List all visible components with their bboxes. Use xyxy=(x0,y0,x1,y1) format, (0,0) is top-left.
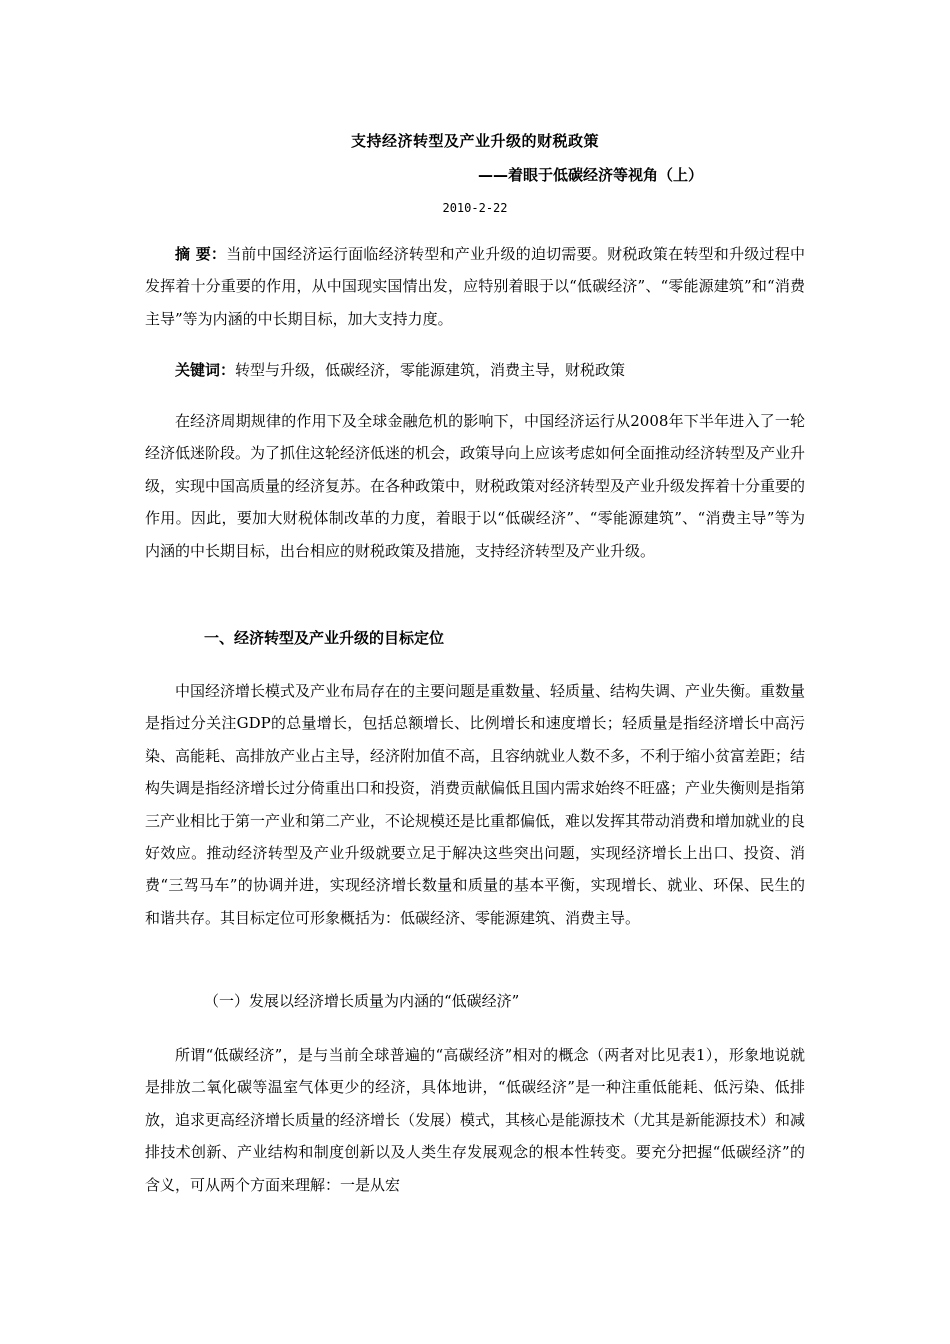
section-1-heading: 一、经济转型及产业升级的目标定位 xyxy=(204,629,445,647)
abstract-label: 摘 要： xyxy=(175,245,227,263)
abstract-paragraph xyxy=(145,238,805,335)
keywords-paragraph xyxy=(145,354,805,386)
document-subtitle: ——着眼于低碳经济等视角（上） xyxy=(478,166,704,184)
document-title: 支持经济转型及产业升级的财税政策 xyxy=(350,132,599,150)
subsection-1-paragraph: 所谓“低碳经济”，是与当前全球普遍的“高碳经济”相对的概念（两者对比见表1），形象地说就是排放二氧化碳等温室气体更少的经济，具体地讲，“低碳经济”是一种注重低能耗、低污染、低排放，追求更高经济增长质量的经济增长（发展）模式，其核心是能源技术（尤其是新能源技术）和减排技术创新、产业结构和制度创新以及人类生存发展观念的根本性转变。要充分把握“低碳经济”的含义，可从两个方面来理解：一是从宏 xyxy=(145,1046,806,1194)
section-1-paragraph: 中国经济增长模式及产业布局存在的主要问题是重数量、轻质量、结构失调、产业失衡。重数量是指过分关注GDP的总量增长，包括总额增长、比例增长和速度增长；轻质量是指经济增长中高污染、高能耗、高排放产业占主导，经济附加值不高，且容纳就业人数不多，不利于缩小贫富差距；结构失调是指经济增长过分倚重出口和投资，消费贡献偏低且国内需求始终不旺盛；产业失衡则是指第三产业相比于第一产业和第二产业，不论规模还是比重都偏低，难以发挥其带动消费和增加就业的良好效应。推动经济转型及产业升级就要立足于解决这些突出问题，实现经济增长上出口、投资、消费“三驾马车”的协调并进，实现经济增长数量和质量的基本平衡，实现增长、就业、环保、民生的和谐共存。其目标定位可形象概括为：低碳经济、零能源建筑、消费主导。 xyxy=(145,682,806,927)
keywords-text: 转型与升级，低碳经济，零能源建筑，消费主导，财税政策 xyxy=(235,361,626,379)
abstract-text: 当前中国经济运行面临经济转型和产业升级的迫切需要。财税政策在转型和升级过程中发挥着十分重要的作用，从中国现实国情出发，应特别着眼于以“低碳经济”、“零能源建筑”和“消费主导”等为内涵的中长期目标，加大支持力度。 xyxy=(145,245,805,328)
document-date: 2010-2-22 xyxy=(442,201,508,215)
keywords-label: 关键词： xyxy=(175,361,236,379)
intro-paragraph: 在经济周期规律的作用下及全球金融危机的影响下，中国经济运行从2008年下半年进入了一轮经济低迷阶段。为了抓住这轮经济低迷的机会，政策导向上应该考虑如何全面推动经济转型及产业升级，实现中国高质量的经济复苏。在各种政策中，财税政策对经济转型及产业升级发挥着十分重要的作用。因此，要加大财税体制改革的力度，着眼于以“低碳经济”、“零能源建筑”、“消费主导”等为内涵的中长期目标，出台相应的财税政策及措施，支持经济转型及产业升级。 xyxy=(145,412,806,560)
subsection-1-heading: （一）发展以经济增长质量为内涵的“低碳经济” xyxy=(204,992,520,1010)
